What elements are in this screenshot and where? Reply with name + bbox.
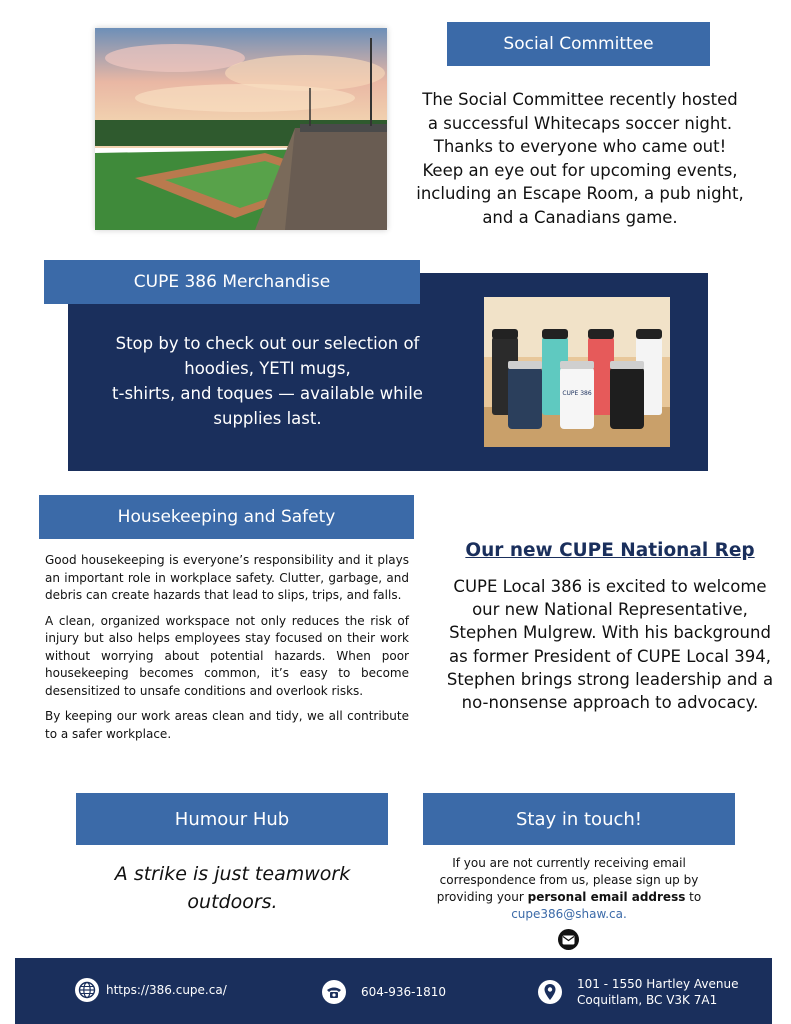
footer-phone-number[interactable]: 604-936-1810 xyxy=(361,985,447,999)
humour-hub-heading-text: Humour Hub xyxy=(174,808,290,830)
footer-address xyxy=(577,976,738,1008)
merchandise-heading-text: CUPE 386 Merchandise xyxy=(133,272,331,292)
stay-in-touch-heading xyxy=(423,793,735,845)
footer-website-link[interactable]: https://386.cupe.ca/ xyxy=(106,983,227,997)
phone-icon xyxy=(322,980,346,1004)
footer-bar xyxy=(15,958,772,1024)
contact-email-link[interactable]: cupe386@shaw.ca. xyxy=(511,907,627,921)
yeti-mugs-photo xyxy=(484,297,670,447)
social-committee-text: The Social Committee recently hosted a successful Whitecaps soccer night. Thanks to everyone who came out! Keep an eye out for upcoming events, including an Escape Room, a pub night, and a Canadians game. xyxy=(416,90,744,227)
footer-address-line: 101 - 1550 Hartley Avenue xyxy=(577,977,739,991)
national-rep-heading: Our new CUPE National Rep xyxy=(465,540,755,561)
housekeeping-paragraph: Good housekeeping is everyone’s responsibility and it plays an important role in workplace safety. Clutter, garbage, and debris can create hazards that lead to slips, trips, and falls. xyxy=(45,553,409,602)
social-committee-heading-text: Social Committee xyxy=(503,34,654,54)
merchandise-heading xyxy=(44,260,420,304)
stay-in-touch-text-before: If you are not currently receiving email correspondence from us, please sign up by providing your xyxy=(436,856,699,904)
housekeeping-heading xyxy=(39,495,414,539)
housekeeping-body xyxy=(45,552,409,751)
housekeeping-paragraph: A clean, organized workspace not only reduces the risk of injury but also helps employees stay focused on their work without worrying about potential hazards. When poor housekeeping becomes common, it’s easy to become desensitized to unsafe conditions and overlook risks. xyxy=(45,613,409,698)
mug-logo-text: CUPE 386 xyxy=(562,390,592,397)
envelope-icon[interactable] xyxy=(558,929,579,950)
stadium-photo xyxy=(95,28,387,230)
merchandise-text-line: Stop by to check out our selection of xyxy=(115,334,420,353)
stay-in-touch-heading-text: Stay in touch! xyxy=(515,808,643,830)
social-committee-heading xyxy=(447,22,710,66)
location-pin-icon xyxy=(538,980,562,1004)
merchandise-text-line: t-shirts, and toques — available while supplies last. xyxy=(112,384,423,428)
stay-in-touch-text-after: to xyxy=(685,890,702,904)
merchandise-text-line: hoodies, YETI mugs, xyxy=(184,359,351,378)
merchandise-text xyxy=(100,331,435,431)
humour-hub-joke: A strike is just teamwork outdoors. xyxy=(114,863,351,913)
globe-icon xyxy=(75,978,99,1002)
humour-hub-heading xyxy=(76,793,388,845)
housekeeping-paragraph: By keeping our work areas clean and tidy, we all contribute to a safer workplace. xyxy=(45,709,409,741)
national-rep-text: CUPE Local 386 is excited to welcome our new National Representative, Stephen Mulgrew. With his background as former President of CUPE Local 394, Stephen brings strong leadership and a no-nonsense approach to advocacy. xyxy=(446,577,774,713)
housekeeping-heading-text: Housekeeping and Safety xyxy=(117,507,336,527)
stay-in-touch-text-bold: personal email address xyxy=(527,890,686,904)
stay-in-touch-text xyxy=(420,855,718,923)
footer-address-line: Coquitlam, BC V3K 7A1 xyxy=(577,993,718,1007)
